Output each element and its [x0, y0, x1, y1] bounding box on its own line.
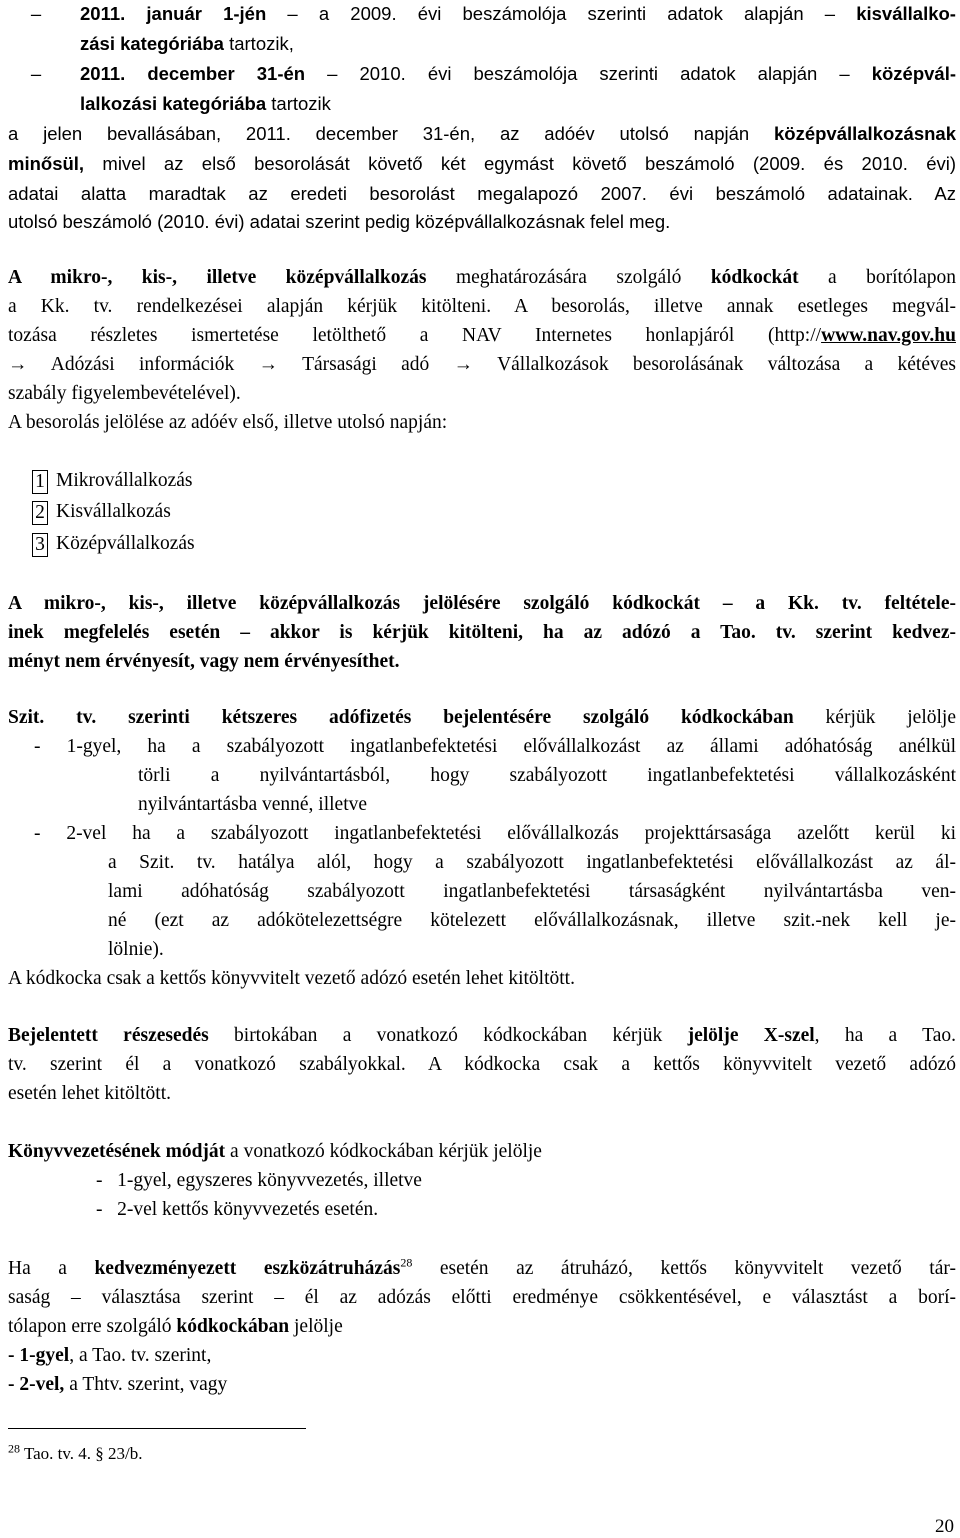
text: – 2010. évi beszámolója szerinti adatok alapján –	[305, 63, 872, 84]
text-bold: kedvezményezett eszközátruházás	[94, 1258, 401, 1279]
code-box: 1	[32, 470, 48, 494]
text-line	[8, 1257, 956, 1281]
text-bold: középvállalkozásnak	[773, 123, 956, 144]
footnote-ref: 28	[400, 1255, 413, 1270]
text-line	[8, 1344, 956, 1368]
text-line	[8, 1315, 956, 1339]
arrow-right-icon: →	[8, 354, 28, 375]
text-bold: minősül,	[8, 153, 85, 174]
text: jelölje	[289, 1316, 343, 1337]
text: Adózási információk	[50, 354, 235, 375]
text-line: - 2-vel ha a szabályozott ingatlanbefektetési elővállalkozás projekttársasága azelőtt kerül ki	[34, 823, 956, 844]
text-line	[8, 1140, 956, 1164]
page-number: 20	[935, 1516, 954, 1537]
text-line: A kódkocka csak a kettős könyvvitelt vezető adózó esetén lehet kitöltött.	[8, 968, 575, 989]
text-line: - 1-gyel, ha a szabályozott ingatlanbefektetési elővállalkozást az állami adóhatóság anélkül	[34, 736, 956, 757]
option-2	[32, 500, 432, 525]
code-box: 3	[32, 533, 48, 557]
text-bold: A mikro-, kis-, illetve középvállalkozás	[8, 267, 427, 288]
text: tartozik,	[223, 33, 294, 54]
text-line	[80, 92, 956, 116]
text-line: - 2-vel kettős könyvvezetés esetén.	[96, 1199, 379, 1220]
text-line	[8, 266, 956, 290]
text: a borítólapon	[798, 267, 957, 288]
text: a Thtv. szerint, vagy	[64, 1374, 228, 1395]
text-line: adatai alatta maradtak az eredeti besorolást megalapozó 2007. évi beszámoló adatainak. Az	[8, 183, 956, 204]
text-line: A mikro-, kis-, illetve középvállalkozás jelölésére szolgáló kódkockát – a Kk. tv. feltétele-	[8, 593, 956, 614]
text-bold: zási kategóriába	[80, 33, 224, 54]
option-3	[32, 532, 432, 557]
dash: –	[30, 3, 42, 24]
text-line	[8, 122, 956, 146]
text-line: nyilvántartásba venné, illetve	[138, 794, 368, 815]
text-bold: Szit. tv. szerinti kétszeres adófizetés bejelentésére szolgáló kódkockában	[8, 707, 794, 728]
text-line: né (ezt az adókötelezettségre kötelezett elővállalkozásnak, illetve szit.-nek kell je-	[108, 910, 956, 931]
text-line: a Kk. tv. rendelkezései alapján kérjük kitölteni. A besorolás, illetve annak esetleges megvál-	[8, 296, 956, 317]
text: a vonatkozó kódkockában kérjük jelölje	[225, 1141, 542, 1162]
text-bold: - 2-vel,	[8, 1374, 65, 1395]
footnote	[8, 1442, 956, 1466]
text: Vállalkozások besorolásának változása a kétéves	[497, 354, 957, 375]
text: , a Tao. tv. szerint,	[69, 1345, 212, 1366]
text-bold: Könyvvezetésének módját	[8, 1141, 226, 1162]
footnote-text: Tao. tv. 4. § 23/b.	[20, 1444, 143, 1463]
text-line: A besorolás jelölése az adóév első, illetve utolsó napján:	[8, 412, 448, 433]
text-line	[8, 353, 956, 377]
text: esetén az átruházó, kettős könyvvitelt vezető tár-	[412, 1258, 956, 1279]
text: , ha a Tao.	[814, 1025, 956, 1046]
text: tozása részletes ismertetése letölthető a NAV Internetes honlapjáról (http://	[8, 325, 822, 346]
text: a jelen bevallásában, 2011. december 31-én, az adóév utolsó napján	[8, 123, 774, 144]
footnote-divider	[8, 1428, 306, 1429]
text-bold: jelölje X-szel	[687, 1025, 815, 1046]
option-label: Mikrovállalkozás	[56, 470, 193, 491]
text-line	[8, 324, 956, 348]
option-label: Kisvállalkozás	[56, 501, 171, 522]
text: kérjük jelölje	[793, 707, 956, 728]
nav-link[interactable]: www.nav.gov.hu	[821, 325, 956, 346]
text-line: ményt nem érvényesít, vagy nem érvényesíthet.	[8, 651, 400, 672]
text-line: utolsó beszámoló (2010. évi) adatai szerint pedig középvállalkozásnak felel meg.	[8, 211, 671, 232]
date-bold: 2011. december 31-én	[80, 63, 306, 84]
text: meghatározására szolgáló	[426, 267, 711, 288]
option-label: Középvállalkozás	[56, 533, 195, 554]
text-line: tv. szerint él a vonatkozó szabályokkal. A kódkocka csak a kettős könyvvitelt vezető adózó	[8, 1054, 956, 1075]
text-line	[8, 1373, 956, 1397]
text: Ha a	[8, 1258, 95, 1279]
text: tólapon erre szolgáló	[8, 1316, 177, 1337]
text-bold: középvál-	[871, 63, 957, 84]
text: Társasági adó	[302, 354, 430, 375]
code-box: 2	[32, 501, 48, 525]
text-bold: kódkockát	[710, 267, 799, 288]
text-line: lölnie).	[108, 939, 164, 960]
arrow-right-icon: →	[258, 354, 279, 375]
text-line: lami adóhatóság szabályozott ingatlanbefektetési társaságként nyilvántartásba ven-	[108, 881, 956, 902]
text-bold: kódkockában	[176, 1316, 290, 1337]
date-bold: 2011. január 1-jén	[80, 3, 267, 24]
text: tartozik	[266, 93, 331, 114]
text-bold: lalkozási kategóriába	[80, 93, 267, 114]
text: birtokában a vonatkozó kódkockában kérjük	[208, 1025, 688, 1046]
text-line: a Szit. tv. hatálya alól, hogy a szabályozott ingatlanbefektetési elővállalkozást az ál-	[108, 852, 956, 873]
text-line: esetén lehet kitöltött.	[8, 1083, 171, 1104]
text: mivel az első besorolását követő két egymást követő beszámoló (2009. és 2010. évi)	[84, 153, 956, 174]
text: – a 2009. évi beszámolója szerinti adatok alapján –	[266, 3, 857, 24]
text-line: - 1-gyel, egyszeres könyvvezetés, illetve	[96, 1170, 422, 1191]
text-line	[8, 706, 956, 730]
text-line: szabály figyelembevételével).	[8, 383, 241, 404]
option-1	[32, 469, 432, 494]
text-line: inek megfelelés esetén – akkor is kérjük kitölteni, ha az adózó a Tao. tv. szerint kedvez-	[8, 622, 956, 643]
text-bold: kisvállalko-	[856, 3, 956, 24]
text-bold: - 1-gyel	[8, 1345, 70, 1366]
text-line: saság – választása szerint – él az adózás előtti eredménye csökkentésével, e választást a borí-	[8, 1287, 956, 1308]
arrow-right-icon: →	[453, 354, 474, 375]
text-line	[8, 1024, 956, 1048]
text-bold: Bejelentett részesedés	[8, 1025, 209, 1046]
text-line: törli a nyilvántartásból, hogy szabályozott ingatlanbefektetési vállalkozásként	[138, 765, 956, 786]
dash: –	[30, 63, 42, 84]
text-line	[8, 152, 956, 176]
footnote-number: 28	[8, 1441, 20, 1456]
text-line	[80, 32, 956, 56]
